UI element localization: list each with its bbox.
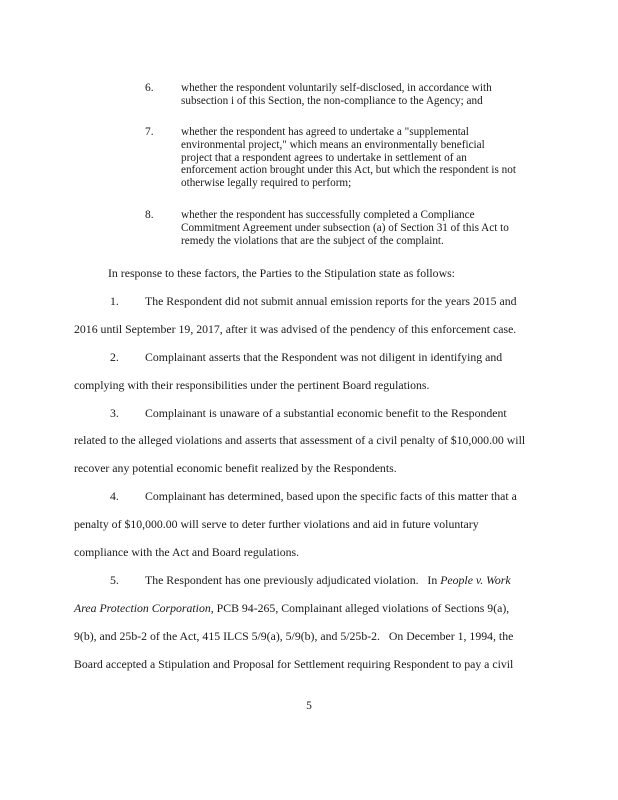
list-line: whether the respondent has agreed to undertake a "supplemental — [181, 126, 469, 138]
paragraph-4-line: Complainant has determined, based upon the specific facts of this matter that a — [145, 489, 517, 503]
paragraph-2-line: complying with their responsibilities under the pertinent Board regulations. — [74, 378, 430, 392]
case-name: People v. Work — [440, 573, 511, 587]
paragraph-5-text: The Respondent has one previously adjudicated violation. In — [145, 573, 441, 587]
paragraph-5-line — [145, 573, 511, 588]
list-item-text — [181, 126, 551, 190]
list-line: project that a respondent agrees to undertake in settlement of an — [181, 151, 467, 164]
paragraph-number: 2. — [110, 350, 119, 364]
paragraph-5-line: Board accepted a Stipulation and Proposal for Settlement requiring Respondent to pay a civil — [74, 657, 514, 671]
list-item-text — [181, 209, 551, 247]
page-number: 5 — [306, 700, 312, 712]
paragraph-1-line: The Respondent did not submit annual emission reports for the years 2015 and — [145, 294, 517, 308]
paragraph-5-text: , PCB 94-265, Complainant alleged violations of Sections 9(a), — [210, 601, 510, 615]
paragraph-5-line — [74, 601, 509, 616]
list-line: whether the respondent voluntarily self-disclosed, in accordance with — [181, 82, 492, 94]
paragraph-3-line: related to the alleged violations and asserts that assessment of a civil penalty of $10,000.00 will — [74, 433, 526, 447]
list-line: subsection i of this Section, the non-compliance to the Agency; and — [181, 94, 483, 107]
list-item-number: 6. — [145, 82, 154, 94]
list-item-number: 8. — [145, 209, 154, 221]
paragraph-number: 4. — [110, 489, 119, 503]
list-line: remedy the violations that are the subject of the complaint. — [181, 234, 444, 247]
paragraph-3-line: recover any potential economic benefit realized by the Respondents. — [74, 461, 397, 475]
case-name: Area Protection Corporation — [74, 601, 211, 615]
list-line: Commitment Agreement under subsection (a) of Section 31 of this Act to — [181, 221, 509, 234]
paragraph-5-line: 9(b), and 25b-2 of the Act, 415 ILCS 5/9(a), 5/9(b), and 5/25b-2. On December 1, 1994, the — [74, 629, 514, 643]
paragraph-2-line: Complainant asserts that the Respondent was not diligent in identifying and — [145, 350, 503, 364]
list-line: enforcement action brought under this Act, but which the respondent is not — [181, 164, 516, 177]
paragraph-1-line: 2016 until September 19, 2017, after it was advised of the pendency of this enforcement case. — [74, 322, 517, 336]
paragraph-number: 3. — [110, 406, 119, 420]
list-item-text — [181, 82, 551, 108]
paragraph-number: 1. — [110, 294, 119, 308]
list-line: whether the respondent has successfully completed a Compliance — [181, 209, 475, 221]
list-line: otherwise legally required to perform; — [181, 177, 352, 190]
intro-sentence: In response to these factors, the Parties to the Stipulation state as follows: — [108, 266, 455, 280]
paragraph-4-line: compliance with the Act and Board regulations. — [74, 545, 300, 559]
paragraph-4-line: penalty of $10,000.00 will serve to deter further violations and aid in future voluntary — [74, 517, 479, 531]
paragraph-number: 5. — [110, 573, 119, 587]
list-item-number: 7. — [145, 126, 154, 138]
paragraph-3-line: Complainant is unaware of a substantial economic benefit to the Respondent — [145, 406, 507, 420]
list-line: environmental project," which means an environmentally beneficial — [181, 138, 485, 151]
